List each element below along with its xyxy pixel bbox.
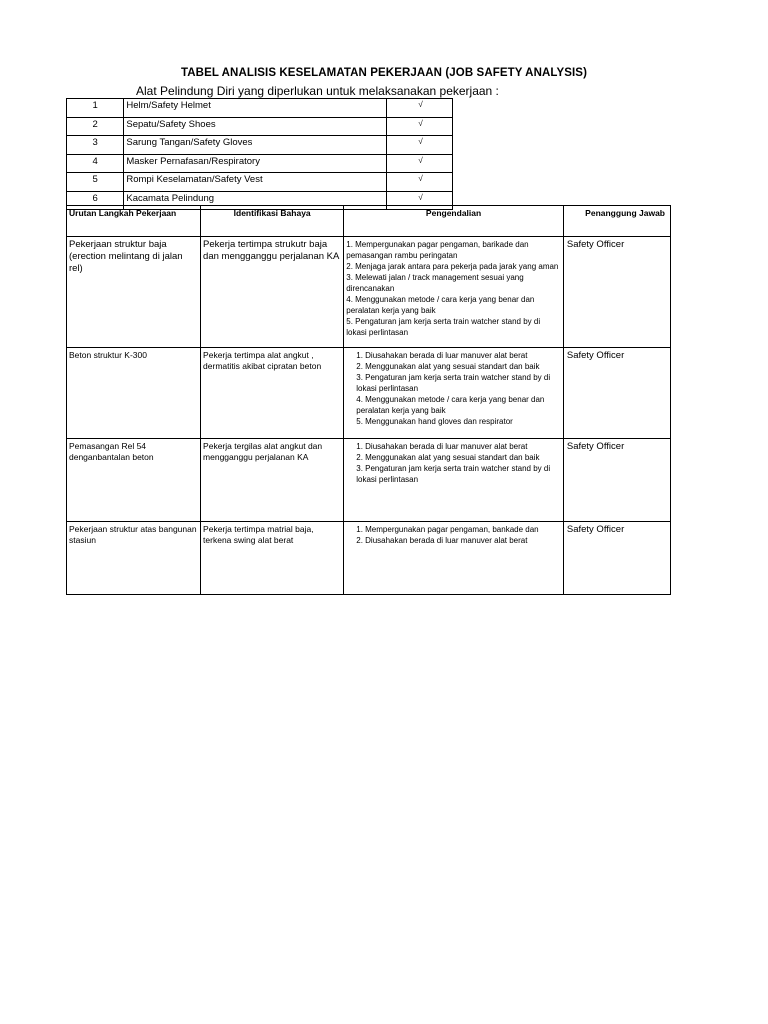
ppe-number: 5	[67, 173, 124, 192]
jsa-row	[67, 439, 671, 522]
responsible-cell: Safety Officer	[563, 522, 670, 595]
step-cell: Beton struktur K-300	[67, 348, 201, 439]
control-item: 1. Diusahakan berada di luar manuver alat berat	[356, 442, 528, 451]
jsa-row	[67, 237, 671, 348]
jsa-table	[66, 205, 671, 595]
ppe-subtitle: Alat Pelindung Diri yang diperlukan untuk melaksanakan pekerjaan :	[136, 84, 499, 98]
control-cell	[344, 348, 564, 439]
hazard-cell: Pekerja tertimpa matrial baja, terkena swing alat berat	[201, 522, 344, 595]
ppe-check: √	[387, 154, 453, 173]
ppe-row	[67, 154, 453, 173]
control-item: 5. Pengaturan jam kerja serta train watcher stand by di lokasi perlintasan	[346, 317, 541, 337]
hazard-cell: Pekerja tergilas alat angkut dan mengganggu perjalanan KA	[201, 439, 344, 522]
step-cell: Pemasangan Rel 54 denganbantalan beton	[67, 439, 201, 522]
ppe-name: Sepatu/Safety Shoes	[124, 117, 387, 136]
header-responsible: Penanggung Jawab	[563, 206, 670, 237]
control-item: 1. Mempergunakan pagar pengaman, bankade dan	[356, 525, 539, 534]
responsible-cell: Safety Officer	[563, 439, 670, 522]
step-cell: Pekerjaan struktur baja (erection melintang di jalan rel)	[67, 237, 201, 348]
ppe-name: Helm/Safety Helmet	[124, 99, 387, 118]
ppe-check: √	[387, 173, 453, 192]
jsa-header-row	[67, 206, 671, 237]
control-item: 5. Menggunakan hand gloves dan respirator	[356, 417, 513, 426]
control-cell	[344, 522, 564, 595]
control-item: 1. Mempergunakan pagar pengaman, barikade dan pemasangan rambu peringatan	[346, 240, 529, 260]
ppe-check: √	[387, 136, 453, 155]
step-cell: Pekerjaan struktur atas bangunan stasiun	[67, 522, 201, 595]
ppe-check: √	[387, 99, 453, 118]
control-item: 2. Menggunakan alat yang sesuai standart dan baik	[356, 453, 540, 462]
responsible-cell: Safety Officer	[563, 348, 670, 439]
jsa-row	[67, 522, 671, 595]
control-item: 4. Menggunakan metode / cara kerja yang benar dan peralatan kerja yang baik	[346, 295, 535, 315]
control-item: 3. Pengaturan jam kerja serta train watcher stand by di lokasi perlintasan	[356, 464, 551, 484]
ppe-number: 3	[67, 136, 124, 155]
control-cell	[344, 439, 564, 522]
control-item: 1. Diusahakan berada di luar manuver alat berat	[356, 351, 528, 360]
ppe-name: Rompi Keselamatan/Safety Vest	[124, 173, 387, 192]
ppe-number: 4	[67, 154, 124, 173]
header-hazard: Identifikasi Bahaya	[201, 206, 344, 237]
ppe-name: Masker Pernafasan/Respiratory	[124, 154, 387, 173]
hazard-cell: Pekerja tertimpa strukutr baja dan mengganggu perjalanan KA	[201, 237, 344, 348]
ppe-number: 1	[67, 99, 124, 118]
responsible-cell: Safety Officer	[563, 237, 670, 348]
ppe-table	[66, 98, 453, 210]
ppe-row	[67, 173, 453, 192]
hazard-cell: Pekerja tertimpa alat angkut , dermatitis akibat cipratan beton	[201, 348, 344, 439]
control-item: 3. Pengaturan jam kerja serta train watcher stand by di lokasi perlintasan	[356, 373, 551, 393]
ppe-number: 6	[67, 191, 124, 210]
control-cell	[344, 237, 564, 348]
ppe-row	[67, 99, 453, 118]
ppe-check: √	[387, 117, 453, 136]
header-control: Pengendalian	[344, 206, 564, 237]
control-item: 2. Menjaga jarak antara para pekerja pada jarak yang aman	[346, 262, 559, 271]
jsa-row	[67, 348, 671, 439]
document-title: TABEL ANALISIS KESELAMATAN PEKERJAAN (JOB SAFETY ANALYSIS)	[181, 67, 587, 79]
control-item: 4. Menggunakan metode / cara kerja yang benar dan peralatan kerja yang baik	[356, 395, 545, 415]
ppe-number: 2	[67, 117, 124, 136]
ppe-name: Kacamata Pelindung	[124, 191, 387, 210]
ppe-row	[67, 136, 453, 155]
ppe-row	[67, 117, 453, 136]
control-item: 2. Menggunakan alat yang sesuai standart dan baik	[356, 362, 540, 371]
header-step: Urutan Langkah Pekerjaan	[67, 206, 201, 237]
control-item: 3. Melewati jalan / track management sesuai yang direncanakan	[346, 273, 524, 293]
control-item: 2. Diusahakan berada di luar manuver alat berat	[356, 536, 528, 545]
ppe-check: √	[387, 191, 453, 210]
ppe-name: Sarung Tangan/Safety Gloves	[124, 136, 387, 155]
